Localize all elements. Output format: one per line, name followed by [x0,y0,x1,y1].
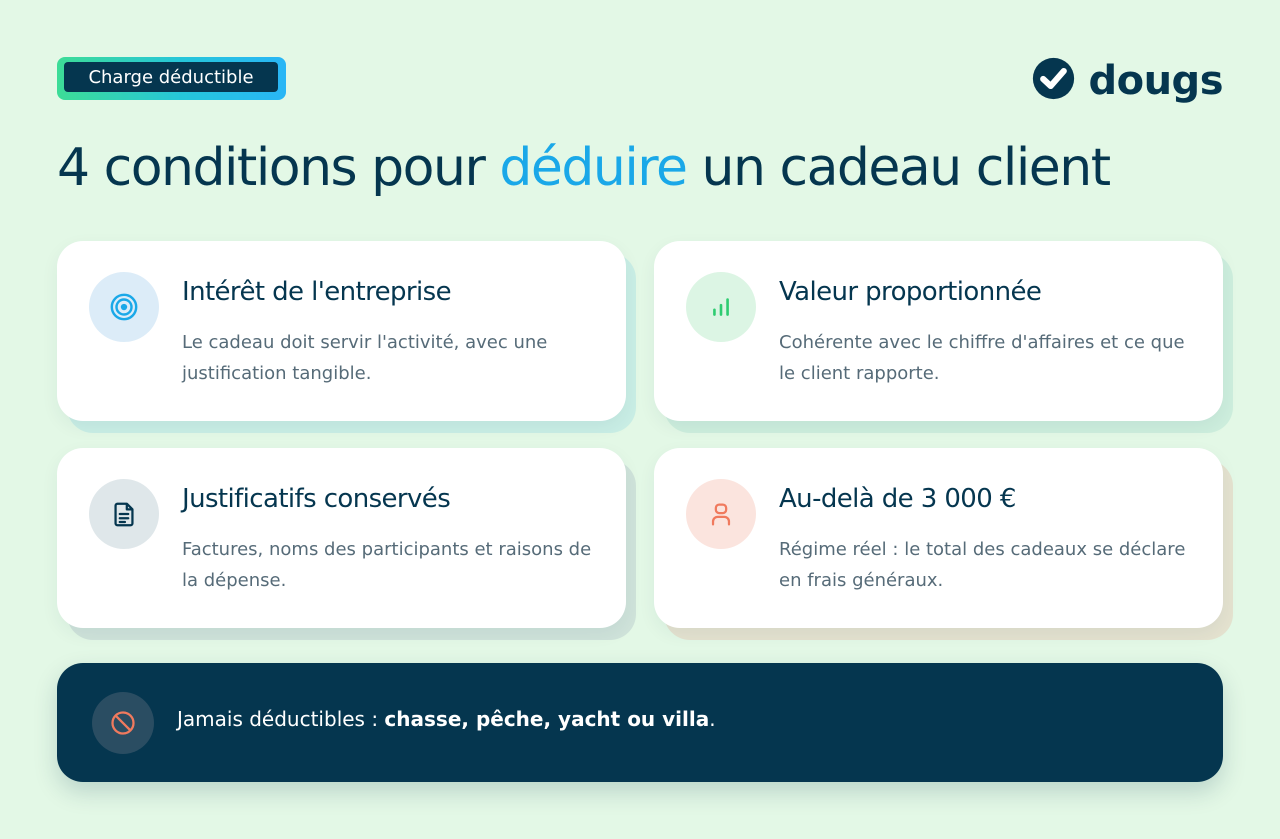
target-icon [89,272,159,342]
user-icon [686,479,756,549]
condition-card-receipts [57,448,626,628]
condition-card-interest [57,241,626,421]
card-body [57,241,626,421]
exclusions-prefix: Jamais déductibles : [177,707,385,731]
exclusions-suffix: . [709,707,716,731]
bar-chart-icon [686,272,756,342]
condition-card-threshold [654,448,1223,628]
card-body [654,241,1223,421]
card-title: Justificatifs conservés [182,484,451,514]
card-description: Cohérente avec le chiffre d'affaires et ce que le client rapporte. [779,332,1185,384]
card-description: Le cadeau doit servir l'activité, avec une justification tangible. [182,332,548,384]
title-end: un cadeau client [686,138,1110,198]
card-body [57,448,626,628]
category-badge [57,57,286,100]
badge-label: Charge déductible [64,62,278,92]
check-circle-icon [1031,56,1076,105]
exclusions-text [177,707,716,731]
document-icon [89,479,159,549]
card-description: Factures, noms des participants et raisons de la dépense. [182,539,592,591]
title-accent: déduire [499,138,687,198]
exclusions-banner [57,663,1223,782]
card-title: Intérêt de l'entreprise [182,277,451,307]
card-body [654,448,1223,628]
logo-text: dougs [1088,57,1223,104]
card-title: Valeur proportionnée [779,277,1042,307]
prohibited-icon [92,692,154,754]
dougs-logo [1031,56,1223,105]
page-title [57,138,1110,198]
card-description: Régime réel : le total des cadeaux se déclare en frais généraux. [779,539,1186,591]
card-title: Au-delà de 3 000 € [779,484,1016,514]
exclusions-list: chasse, pêche, yacht ou villa [384,707,710,731]
condition-card-value [654,241,1223,421]
title-start: 4 conditions pour [57,138,500,198]
